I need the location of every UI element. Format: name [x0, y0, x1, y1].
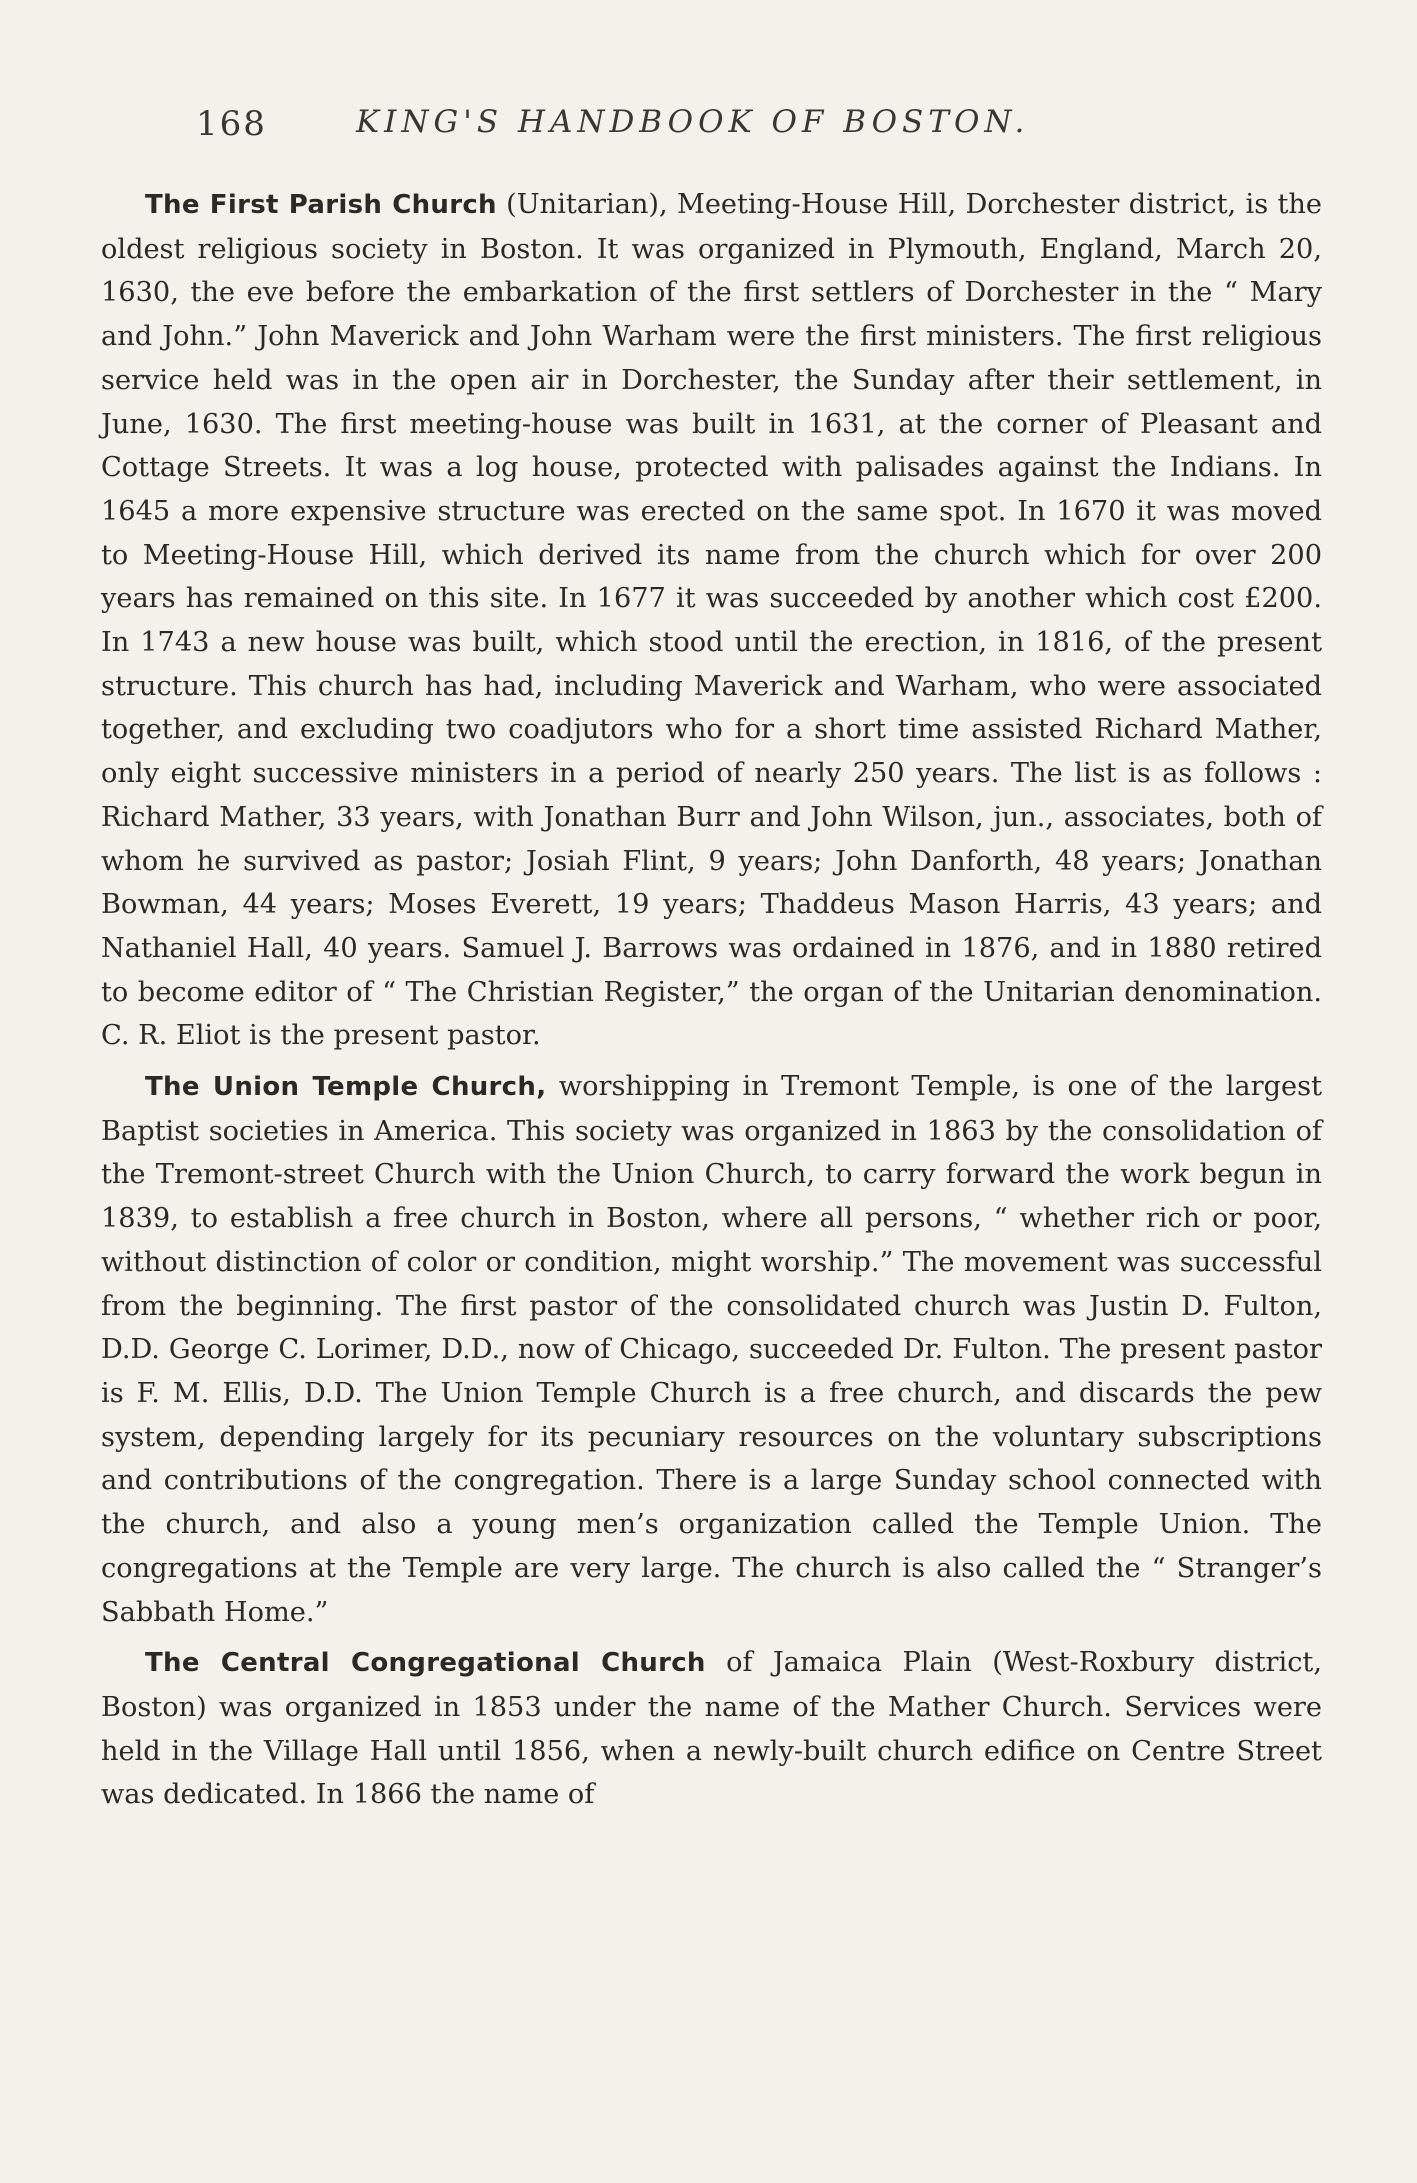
page-number: 168 [196, 104, 267, 144]
paragraph-body: worshipping in Tremont Temple, is one of the largest Baptist societies in America. This society was organized in 1863 by the consolidation of the Tremont-street Church with the Union Church, to carry forward the work begun in 1839, to establish a free church in Boston, where all persons, “ whether rich or poor, without distinction of color or condition, might worship.” The movement was successful from the beginning. The first pastor of the consolidated church was Justin D. Fulton, D.D. George C. Lorimer, D.D., now of Chicago, succeeded Dr. Fulton. The present pastor is F. M. Ellis, D.D. The Union Temple Church is a free church, and discards the pew system, depending largely for its pecuniary resources on the voluntary subscriptions and contributions of the congregation. There is a large Sunday school connected with the church, and also a young men’s organization called the Temple Union. The congregations at the Temple are very large. The church is also called the “ Stranger’s Sabbath Home.” [101, 1071, 1323, 1628]
paragraph-lead: The Central Congregational Church [145, 1648, 706, 1679]
paragraph-body: (Unitarian), Meeting-House Hill, Dorchester district, is the oldest religious society in Boston. It was organized in Plymouth, England, March 20, 1630, the eve before the embarkation of the first settlers of Dorchester in the “ Mary and John.” John Maverick and John Warham were the first ministers. The first religious service held was in the open air in Dorchester, the Sunday after their settlement, in June, 1630. The first meeting-house was built in 1631, at the corner of Pleasant and Cottage Streets. It was a log house, protected with palisades against the Indians. In 1645 a more expensive structure was erected on the same spot. In 1670 it was moved to Meeting-House Hill, which derived its name from the church which for over 200 years has remained on this site. In 1677 it was succeeded by another which cost £200. In 1743 a new house was built, which stood until the erection, in 1816, of the present structure. This church has had, including Maverick and Warham, who were associated together, and excluding two coadjutors who for a short time assisted Richard Mather, only eight successive ministers in a period of nearly 250 years. The list is as follows : Richard Mather, 33 years, with Jonathan Burr and John Wilson, jun., associates, both of whom he survived as pastor; Josiah Flint, 9 years; John Danforth, 48 years; Jonathan Bowman, 44 years; Moses Everett, 19 years; Thaddeus Mason Harris, 43 years; and Nathaniel Hall, 40 years. Samuel J. Barrows was ordained in 1876, and in 1880 retired to become editor of “ The Christian Register,” the organ of the Unitarian denomination. C. R. Eliot is the present pastor. [101, 189, 1322, 1052]
paragraph-body: of Jamaica Plain (West-Roxbury district, Boston) was organized in 1853 under the name of the Mather Church. Services were held in the Village Hall until 1856, when a newly-built church edifice on Centre Street was dedicated. In 1866 the name of [101, 1647, 1322, 1811]
paragraph-lead: The Union Temple Church, [145, 1072, 547, 1103]
running-head [196, 104, 1320, 152]
running-title: KING'S HANDBOOK OF BOSTON. [356, 104, 1030, 140]
paragraph-union-temple-church [101, 1065, 1322, 1634]
paragraph-lead: The First Parish Church [145, 190, 497, 220]
body-text [101, 183, 1322, 1817]
paragraph-central-congregational-church [101, 1641, 1322, 1817]
paragraph-first-parish-church [101, 183, 1322, 1058]
